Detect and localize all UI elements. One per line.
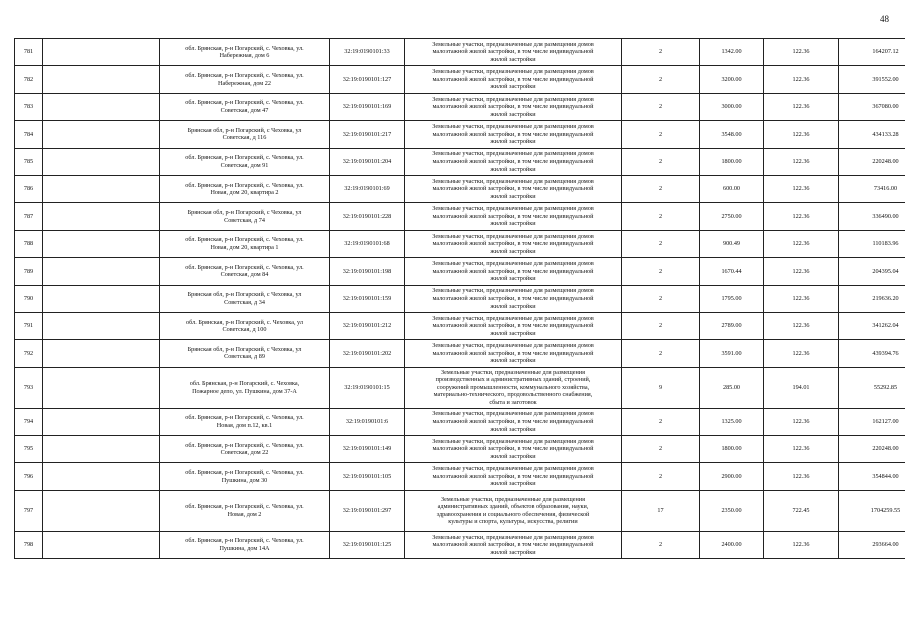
category-cell: 17 (622, 490, 700, 531)
unit-price-cell: 722.45 (764, 490, 839, 531)
cadastral-number-cell: 32:19:0190101:297 (330, 490, 405, 531)
table-row (15, 531, 905, 558)
table-row (15, 39, 905, 66)
blank-cell (43, 285, 160, 312)
unit-price-cell: 122.36 (764, 531, 839, 558)
table-row (15, 258, 905, 285)
area-cell: 2789.00 (700, 312, 764, 339)
address-cell: Брянская обл, р-н Погарский, с Чеховка, ул Советская, д 34 (160, 285, 330, 312)
cadastral-number-cell: 32:19:0190101:105 (330, 463, 405, 490)
unit-price-cell: 122.36 (764, 39, 839, 66)
address-cell: обл. Брянская, р-н Погарский, с. Чеховка, ул. Советская, дом 84 (160, 258, 330, 285)
area-cell: 1800.00 (700, 148, 764, 175)
address-cell: Брянская обл, р-н Погарский, с Чеховка, ул Советская, д 74 (160, 203, 330, 230)
unit-price-cell: 194.01 (764, 367, 839, 408)
row-number-cell: 786 (15, 175, 43, 202)
unit-price-cell: 122.36 (764, 408, 839, 435)
area-cell: 2350.00 (700, 490, 764, 531)
land-use-cell: Земельные участки, предназначенные для размещения домов малоэтажной жилой застройки, в том числе индивидуальной жилой застройки (405, 93, 622, 120)
cadastral-value-cell: 341262.04 (839, 312, 905, 339)
address-cell: обл. Брянская, р-н Погарский, с. Чеховка, ул. Набережная, дом 6 (160, 39, 330, 66)
row-number-cell: 791 (15, 312, 43, 339)
cadastral-number-cell: 32:19:0190101:204 (330, 148, 405, 175)
table-row (15, 66, 905, 93)
cadastral-number-cell: 32:19:0190101:127 (330, 66, 405, 93)
table-row (15, 230, 905, 257)
cadastral-value-cell: 220248.00 (839, 436, 905, 463)
blank-cell (43, 340, 160, 367)
blank-cell (43, 463, 160, 490)
land-use-cell: Земельные участки, предназначенные для размещения домов малоэтажной жилой застройки, в том числе индивидуальной жилой застройки (405, 148, 622, 175)
land-use-cell: Земельные участки, предназначенные для размещения домов малоэтажной жилой застройки, в том числе индивидуальной жилой застройки (405, 203, 622, 230)
cadastral-value-cell: 110183.96 (839, 230, 905, 257)
table-row (15, 93, 905, 120)
cadastral-value-cell: 73416.00 (839, 175, 905, 202)
blank-cell (43, 93, 160, 120)
row-number-cell: 796 (15, 463, 43, 490)
area-cell: 1800.00 (700, 436, 764, 463)
blank-cell (43, 312, 160, 339)
address-cell: обл. Брянская, р-н Погарский, с. Чеховка, ул. Советская, дом 47 (160, 93, 330, 120)
unit-price-cell: 122.36 (764, 463, 839, 490)
cadastral-number-cell: 32:19:0190101:149 (330, 436, 405, 463)
area-cell: 3591.00 (700, 340, 764, 367)
area-cell: 285.00 (700, 367, 764, 408)
cadastral-value-cell: 219636.20 (839, 285, 905, 312)
category-cell: 2 (622, 531, 700, 558)
unit-price-cell: 122.36 (764, 121, 839, 148)
category-cell: 2 (622, 436, 700, 463)
cadastral-number-cell: 32:19:0190101:217 (330, 121, 405, 148)
unit-price-cell: 122.36 (764, 285, 839, 312)
cadastral-value-cell: 293664.00 (839, 531, 905, 558)
category-cell: 2 (622, 285, 700, 312)
blank-cell (43, 39, 160, 66)
table-row (15, 121, 905, 148)
cadastral-value-cell: 434133.28 (839, 121, 905, 148)
unit-price-cell: 122.36 (764, 312, 839, 339)
table-row (15, 312, 905, 339)
cadastral-value-cell: 367080.00 (839, 93, 905, 120)
cadastral-number-cell: 32:19:0190101:169 (330, 93, 405, 120)
blank-cell (43, 148, 160, 175)
cadastral-number-cell: 32:19:0190101:202 (330, 340, 405, 367)
area-cell: 3000.00 (700, 93, 764, 120)
address-cell: обл. Брянская, р-н Погарский, с. Чеховка, ул. Новая, дом 2 (160, 490, 330, 531)
unit-price-cell: 122.36 (764, 93, 839, 120)
cadastral-number-cell: 32:19:0190101:68 (330, 230, 405, 257)
blank-cell (43, 175, 160, 202)
table-row (15, 340, 905, 367)
category-cell: 2 (622, 408, 700, 435)
cadastral-value-cell: 354844.00 (839, 463, 905, 490)
category-cell: 2 (622, 258, 700, 285)
area-cell: 1795.00 (700, 285, 764, 312)
area-cell: 1342.00 (700, 39, 764, 66)
category-cell: 2 (622, 230, 700, 257)
row-number-cell: 797 (15, 490, 43, 531)
row-number-cell: 781 (15, 39, 43, 66)
cadastral-number-cell: 32:19:0190101:198 (330, 258, 405, 285)
land-use-cell: Земельные участки, предназначенные для размещения домов малоэтажной жилой застройки, в том числе индивидуальной жилой застройки (405, 121, 622, 148)
cadastral-number-cell: 32:19:0190101:125 (330, 531, 405, 558)
cadastral-number-cell: 32:19:0190101:69 (330, 175, 405, 202)
category-cell: 2 (622, 312, 700, 339)
address-cell: обл. Брянская, р-н Погарский, с. Чеховка, ул. Новая, дом 20, квартира 1 (160, 230, 330, 257)
table-row (15, 367, 905, 408)
table-row (15, 490, 905, 531)
land-use-cell: Земельные участки, предназначенные для размещения домов малоэтажной жилой застройки, в том числе индивидуальной жилой застройки (405, 531, 622, 558)
area-cell: 2400.00 (700, 531, 764, 558)
row-number-cell: 794 (15, 408, 43, 435)
cadastral-value-cell: 204395.04 (839, 258, 905, 285)
row-number-cell: 789 (15, 258, 43, 285)
unit-price-cell: 122.36 (764, 340, 839, 367)
land-use-cell: Земельные участки, предназначенные для размещения домов малоэтажной жилой застройки, в том числе индивидуальной жилой застройки (405, 175, 622, 202)
row-number-cell: 782 (15, 66, 43, 93)
land-use-cell: Земельные участки, предназначенные для размещения домов малоэтажной жилой застройки, в том числе индивидуальной жилой застройки (405, 39, 622, 66)
category-cell: 2 (622, 148, 700, 175)
table-row (15, 148, 905, 175)
area-cell: 2750.00 (700, 203, 764, 230)
blank-cell (43, 531, 160, 558)
category-cell: 2 (622, 340, 700, 367)
table-row (15, 436, 905, 463)
table-row (15, 203, 905, 230)
unit-price-cell: 122.36 (764, 66, 839, 93)
area-cell: 3548.00 (700, 121, 764, 148)
cadastral-value-cell: 391552.00 (839, 66, 905, 93)
cadastral-value-cell: 55292.85 (839, 367, 905, 408)
blank-cell (43, 258, 160, 285)
category-cell: 2 (622, 39, 700, 66)
land-use-cell: Земельные участки, предназначенные для размещения домов малоэтажной жилой застройки, в том числе индивидуальной жилой застройки (405, 285, 622, 312)
land-use-cell: Земельные участки, предназначенные для размещения домов малоэтажной жилой застройки, в том числе индивидуальной жилой застройки (405, 66, 622, 93)
category-cell: 2 (622, 66, 700, 93)
land-use-cell: Земельные участки, предназначенные для размещения домов малоэтажной жилой застройки, в том числе индивидуальной жилой застройки (405, 436, 622, 463)
cadastral-value-cell: 1704259.55 (839, 490, 905, 531)
cadastral-value-cell: 162127.00 (839, 408, 905, 435)
page-number: 48 (880, 14, 889, 24)
area-cell: 3200.00 (700, 66, 764, 93)
area-cell: 600.00 (700, 175, 764, 202)
address-cell: Брянская обл, р-н Погарский, с Чеховка, ул Советская, д 116 (160, 121, 330, 148)
unit-price-cell: 122.36 (764, 203, 839, 230)
table-row (15, 463, 905, 490)
row-number-cell: 788 (15, 230, 43, 257)
blank-cell (43, 66, 160, 93)
cadastral-value-cell: 220248.00 (839, 148, 905, 175)
land-use-cell: Земельные участки, предназначенные для размещения домов малоэтажной жилой застройки, в том числе индивидуальной жилой застройки (405, 408, 622, 435)
cadastral-number-cell: 32:19:0190101:228 (330, 203, 405, 230)
blank-cell (43, 121, 160, 148)
row-number-cell: 793 (15, 367, 43, 408)
category-cell: 2 (622, 463, 700, 490)
land-use-cell: Земельные участки, предназначенные для размещения домов малоэтажной жилой застройки, в том числе индивидуальной жилой застройки (405, 463, 622, 490)
cadastral-number-cell: 32:19:0190101:6 (330, 408, 405, 435)
row-number-cell: 798 (15, 531, 43, 558)
land-use-cell: Земельные участки, предназначенные для размещения домов малоэтажной жилой застройки, в том числе индивидуальной жилой застройки (405, 230, 622, 257)
cadastral-value-cell: 336490.00 (839, 203, 905, 230)
category-cell: 2 (622, 121, 700, 148)
blank-cell (43, 203, 160, 230)
row-number-cell: 787 (15, 203, 43, 230)
category-cell: 2 (622, 175, 700, 202)
cadastral-value-cell: 164207.12 (839, 39, 905, 66)
row-number-cell: 784 (15, 121, 43, 148)
land-use-cell: Земельные участки, предназначенные для размещения домов малоэтажной жилой застройки, в том числе индивидуальной жилой застройки (405, 340, 622, 367)
unit-price-cell: 122.36 (764, 148, 839, 175)
unit-price-cell: 122.36 (764, 436, 839, 463)
address-cell: обл. Брянская, р-н Погарский, с. Чеховка, ул Советская, д 100 (160, 312, 330, 339)
address-cell: обл. Брянская, р-н Погарский, с. Чеховка, ул. Новая, дом п.12, кв.1 (160, 408, 330, 435)
category-cell: 2 (622, 93, 700, 120)
unit-price-cell: 122.36 (764, 175, 839, 202)
cadastral-number-cell: 32:19:0190101:212 (330, 312, 405, 339)
address-cell: Брянская обл, р-н Погарский, с Чеховка, ул Советская, д 89 (160, 340, 330, 367)
cadastral-value-cell: 439394.76 (839, 340, 905, 367)
table-row (15, 285, 905, 312)
category-cell: 2 (622, 203, 700, 230)
unit-price-cell: 122.36 (764, 230, 839, 257)
address-cell: обл. Брянская, р-н Погарский, с. Чеховка, ул. Пушкина, дом 14А (160, 531, 330, 558)
unit-price-cell: 122.36 (764, 258, 839, 285)
row-number-cell: 790 (15, 285, 43, 312)
address-cell: обл. Брянская, р-н Погарский, с. Чеховка, ул. Пушкина, дом 30 (160, 463, 330, 490)
blank-cell (43, 230, 160, 257)
cadastral-number-cell: 32:19:0190101:15 (330, 367, 405, 408)
table-row (15, 175, 905, 202)
land-use-cell: Земельные участки, предназначенные для размещения производственных и административных зданий, строений, сооружений промышленности, коммунального хозяйства, материально-технического, продовольственного снабжения, сбыта и заготовок (405, 367, 622, 408)
table-row (15, 408, 905, 435)
land-use-cell: Земельные участки, предназначенные для размещения административных зданий, объектов образования, науки, здравоохранения и социального обеспечения, физической культуры и спорта, культуры, искусства, религии (405, 490, 622, 531)
land-use-cell: Земельные участки, предназначенные для размещения домов малоэтажной жилой застройки, в том числе индивидуальной жилой застройки (405, 258, 622, 285)
row-number-cell: 785 (15, 148, 43, 175)
land-use-cell: Земельные участки, предназначенные для размещения домов малоэтажной жилой застройки, в том числе индивидуальной жилой застройки (405, 312, 622, 339)
row-number-cell: 795 (15, 436, 43, 463)
cadastral-number-cell: 32:19:0190101:159 (330, 285, 405, 312)
address-cell: обл. Брянская, р-н Погарский, с. Чеховка, ул. Советская, дом 91 (160, 148, 330, 175)
blank-cell (43, 367, 160, 408)
blank-cell (43, 408, 160, 435)
area-cell: 1670.44 (700, 258, 764, 285)
address-cell: обл. Брянская, р-н Погарский, с. Чеховка, ул. Советская, дом 22 (160, 436, 330, 463)
address-cell: обл. Брянская, р-н Погарский, с. Чеховка, ул. Набережная, дом 22 (160, 66, 330, 93)
area-cell: 1325.00 (700, 408, 764, 435)
category-cell: 9 (622, 367, 700, 408)
address-cell: обл. Брянская, р-н Погарский, с. Чеховка, ул. Новая, дом 20, квартира 2 (160, 175, 330, 202)
row-number-cell: 783 (15, 93, 43, 120)
address-cell: обл. Брянская, р-н Погарский, с. Чеховка, Пожарное депо, ул. Пушкина, дом 37-А (160, 367, 330, 408)
cadastral-number-cell: 32:19:0190101:33 (330, 39, 405, 66)
blank-cell (43, 490, 160, 531)
land-registry-table (14, 38, 905, 559)
blank-cell (43, 436, 160, 463)
area-cell: 2900.00 (700, 463, 764, 490)
area-cell: 900.49 (700, 230, 764, 257)
table-body (15, 39, 905, 559)
row-number-cell: 792 (15, 340, 43, 367)
